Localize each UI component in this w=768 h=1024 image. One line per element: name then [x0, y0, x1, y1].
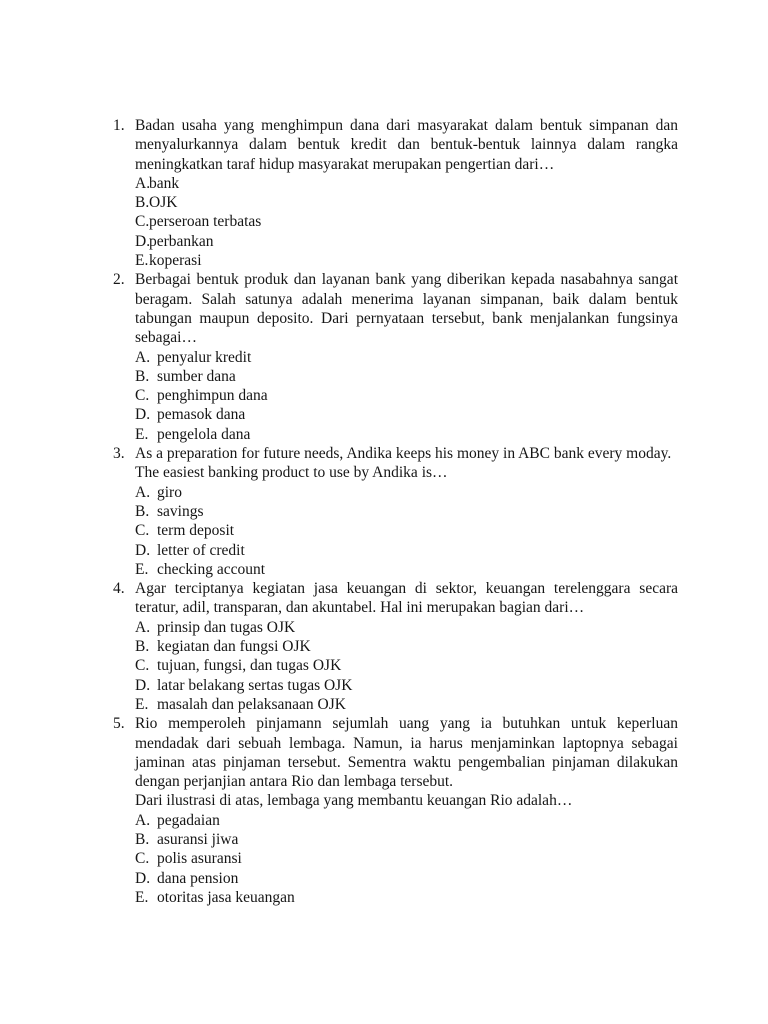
option-text: checking account: [157, 560, 266, 578]
quiz-content: [113, 116, 678, 907]
question-text: Badan usaha yang menghimpun dana dari masyarakat dalam bentuk simpanan dan menyalurkannya dalam bentuk kredit dan bentuk-bentuk lainnya dalam rangka meningkatkan taraf hidup masyarakat merupakan pengertian dari…: [135, 117, 678, 173]
option-label: D.: [135, 869, 151, 887]
option-label: E.: [135, 695, 149, 713]
option-row: [135, 193, 678, 212]
option-text: term deposit: [157, 522, 235, 540]
question-body: [135, 714, 678, 907]
question-item: [113, 116, 678, 270]
options-list: [135, 618, 678, 714]
option-row: [135, 811, 678, 830]
option-text: perseroan terbatas: [149, 213, 262, 231]
option-label: D.: [135, 676, 151, 694]
options-list: [135, 348, 678, 444]
option-label: B.: [135, 367, 150, 385]
question-text: Rio memperoleh pinjamann sejumlah uang yang ia butuhkan untuk keperluan mendadak dari sebuah lembaga. Namun, ia harus menjaminkan laptopnya sebagai jaminan atas pinjaman tersebut. Sementra waktu pengembalian pinjaman dilakukan dengan perjanjian antara Rio dan lembaga tersebut.: [135, 715, 678, 791]
option-label: C.: [135, 522, 150, 540]
option-label: D.: [135, 406, 151, 424]
question-item: [113, 270, 678, 444]
question-number: 1.: [113, 117, 125, 134]
question-body: [135, 579, 678, 714]
question-number: 5.: [113, 715, 125, 733]
option-text: pegadaian: [157, 811, 220, 829]
option-row: [135, 676, 678, 695]
option-label: E.: [135, 888, 149, 906]
question-body: [135, 116, 678, 270]
option-text: asuransi jiwa: [157, 830, 239, 848]
question-text: Agar terciptanya kegiatan jasa keuangan di sektor, keuangan terelenggara secara teratur, adil, transparan, dan akuntabel. Hal ini merupakan bagian dari…: [135, 580, 678, 617]
option-row: [135, 888, 678, 907]
option-label: C.: [135, 387, 150, 405]
option-text: savings: [157, 502, 204, 520]
option-row: [135, 405, 678, 424]
option-row: [135, 521, 678, 540]
option-row: [135, 348, 678, 367]
option-label: A.: [135, 483, 151, 501]
option-text: koperasi: [149, 252, 202, 270]
option-row: [135, 849, 678, 868]
question-number: 3.: [113, 445, 125, 463]
option-label: E.: [135, 425, 149, 443]
option-row: [135, 502, 678, 521]
option-label: A.: [135, 811, 151, 829]
option-text: bank: [149, 174, 180, 192]
option-row: [135, 656, 678, 675]
option-text: kegiatan dan fungsi OJK: [157, 638, 311, 656]
option-row: [135, 637, 678, 656]
option-row: [135, 367, 678, 386]
options-list: [135, 483, 678, 579]
option-label: E.: [135, 252, 149, 270]
option-label: B.: [135, 502, 150, 520]
options-list: [135, 811, 678, 907]
option-row: [135, 425, 678, 444]
question-item: [113, 444, 678, 579]
option-text: giro: [157, 483, 182, 501]
question-number: 4.: [113, 580, 125, 598]
option-row: [135, 830, 678, 849]
option-label: C.: [135, 213, 150, 231]
question-body: [135, 270, 678, 444]
option-row: [135, 869, 678, 888]
option-row: [135, 483, 678, 502]
option-text: prinsip dan tugas OJK: [157, 618, 296, 636]
option-text: perbankan: [149, 232, 214, 250]
option-label: D.: [135, 541, 151, 559]
option-text: otoritas jasa keuangan: [157, 888, 295, 906]
option-row: [135, 232, 678, 251]
option-text: sumber dana: [157, 367, 236, 385]
question-number: 2.: [113, 271, 125, 289]
option-label: A.: [135, 618, 151, 636]
option-label: B.: [135, 638, 150, 656]
option-text: OJK: [149, 194, 178, 212]
options-list: [135, 174, 678, 270]
option-text: penghimpun dana: [157, 387, 268, 405]
option-label: D.: [135, 232, 151, 250]
option-label: C.: [135, 850, 150, 868]
option-row: [135, 541, 678, 560]
option-label: B.: [135, 194, 150, 212]
option-label: A.: [135, 174, 151, 192]
option-row: [135, 560, 678, 579]
option-row: [135, 251, 678, 270]
option-row: [135, 212, 678, 231]
option-text: pengelola dana: [157, 425, 251, 443]
option-text: dana pension: [157, 869, 239, 887]
option-row: [135, 386, 678, 405]
question-text: As a preparation for future needs, Andika keeps his money in ABC bank every moday.: [135, 445, 672, 463]
option-label: C.: [135, 657, 150, 675]
question-text: Dari ilustrasi di atas, lembaga yang membantu keuangan Rio adalah…: [135, 792, 573, 810]
option-text: penyalur kredit: [157, 348, 252, 366]
option-label: E.: [135, 560, 149, 578]
option-label: B.: [135, 830, 150, 848]
option-label: A.: [135, 348, 151, 366]
option-row: [135, 618, 678, 637]
option-row: [135, 174, 678, 193]
question-text: The easiest banking product to use by Andika is…: [135, 464, 448, 482]
option-text: masalah dan pelaksanaan OJK: [157, 695, 346, 713]
option-text: pemasok dana: [157, 406, 246, 424]
question-body: [135, 444, 678, 579]
option-text: latar belakang sertas tugas OJK: [157, 676, 353, 694]
option-row: [135, 695, 678, 714]
option-text: tujuan, fungsi, dan tugas OJK: [157, 657, 342, 675]
question-item: [113, 714, 678, 907]
question-text: Berbagai bentuk produk dan layanan bank yang diberikan kepada nasabahnya sangat beragam. Salah satunya adalah menerima layanan simpanan, baik dalam bentuk tabungan maupun deposito. Dari pernyataan tersebut, bank menjalankan fungsinya sebagai…: [135, 271, 678, 347]
option-text: letter of credit: [157, 541, 245, 559]
question-item: [113, 579, 678, 714]
option-text: polis asuransi: [157, 850, 242, 868]
